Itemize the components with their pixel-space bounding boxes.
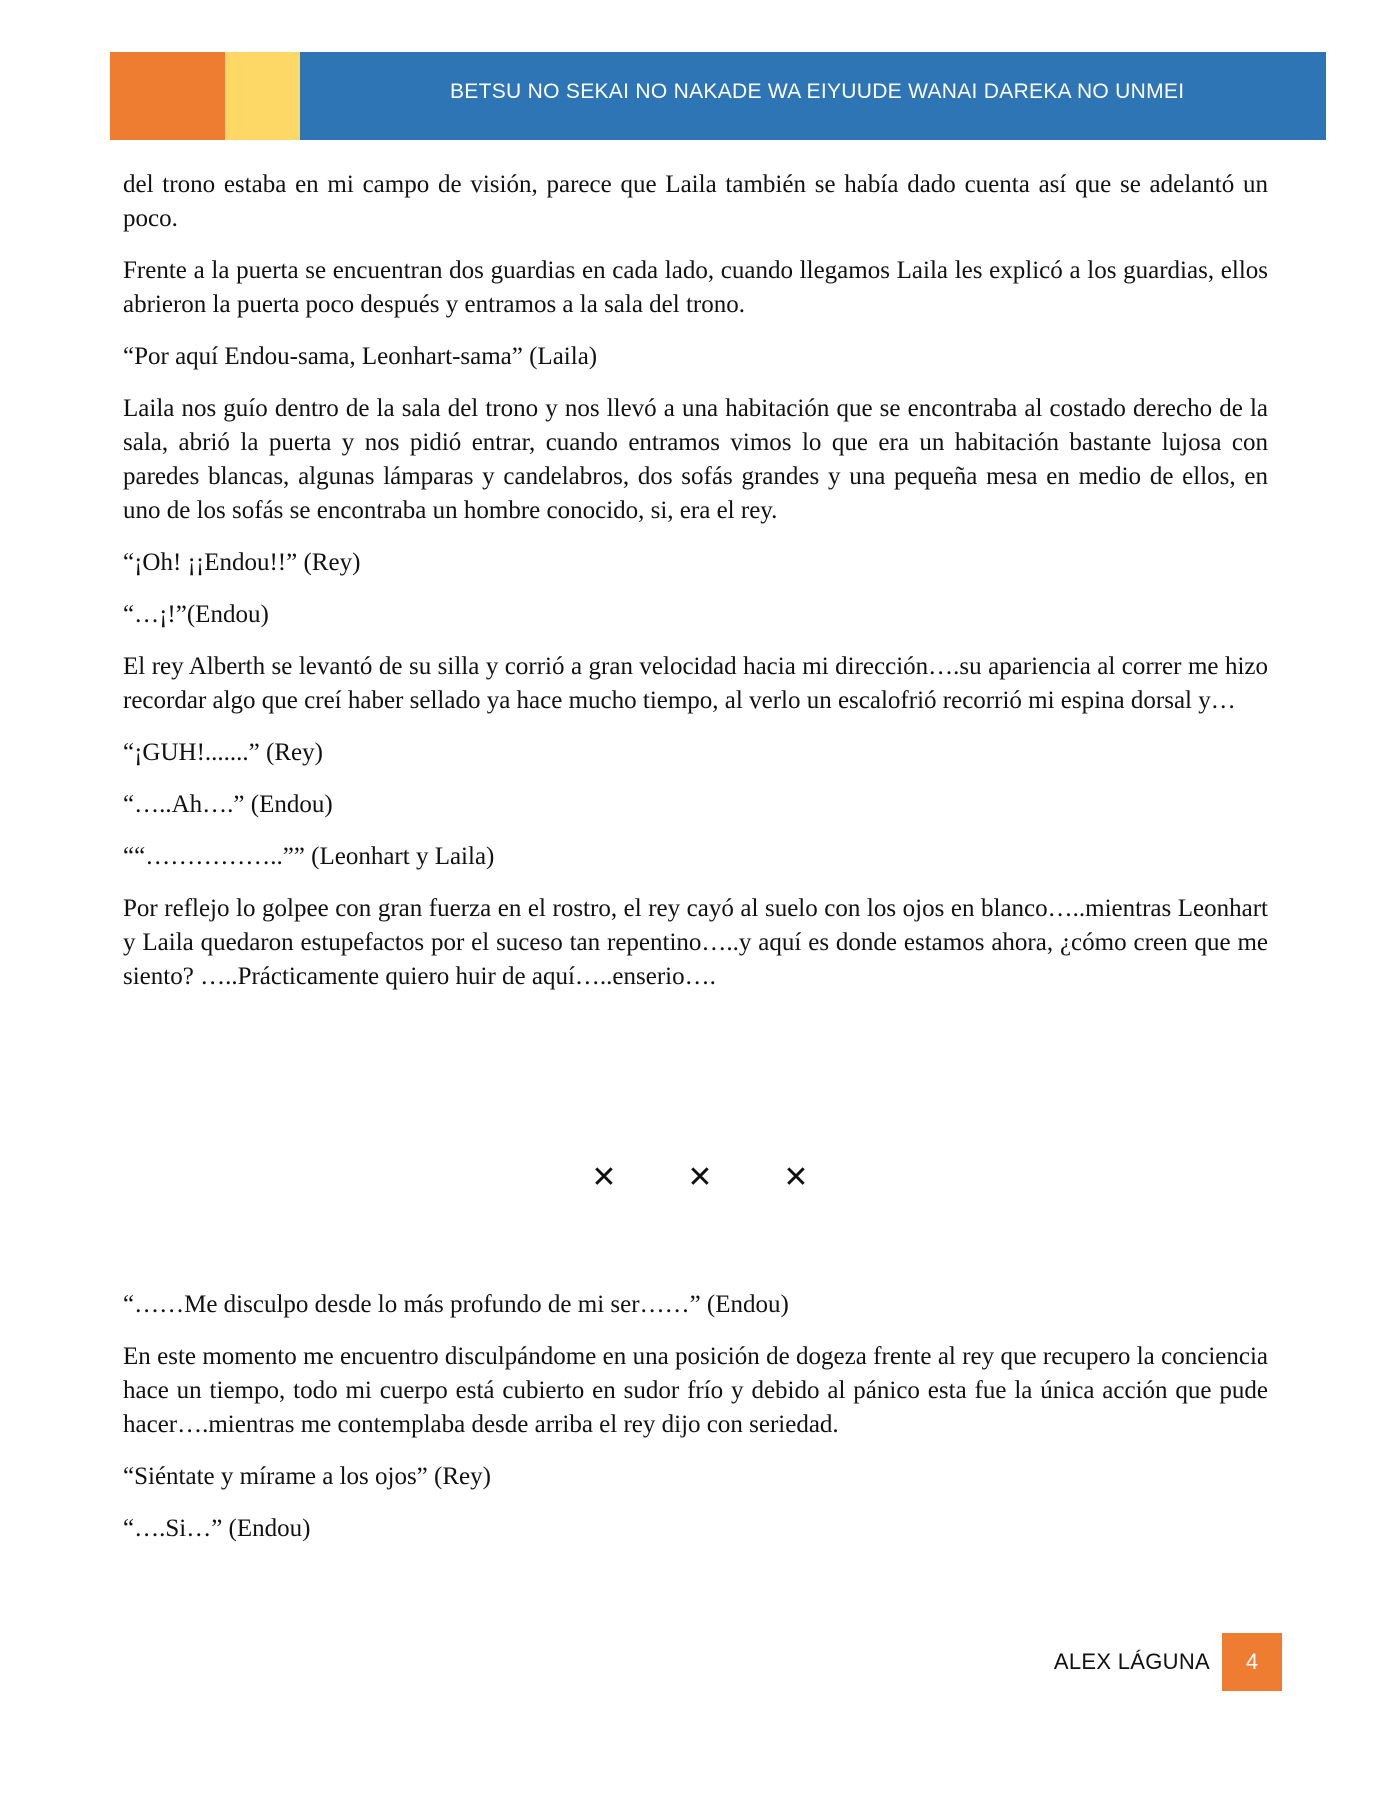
body-text-top	[123, 168, 1268, 1012]
page-number-badge	[1222, 1633, 1282, 1691]
body-text-bottom	[123, 1288, 1268, 1564]
paragraph: “…..Ah….” (Endou)	[123, 791, 333, 818]
page-footer	[1054, 1633, 1282, 1691]
header-title: BETSU NO SEKAI NO NAKADE WA EIYUUDE WANAI DAREKA NO UNMEI	[450, 80, 1185, 103]
header-title-bar	[300, 52, 1326, 140]
separator-x-icon: ✕	[591, 1160, 617, 1195]
separator-x-icon: ✕	[783, 1160, 809, 1195]
page-header	[110, 52, 1326, 140]
paragraph: “…¡!”(Endou)	[123, 601, 269, 628]
paragraph: “Por aquí Endou-sama, Leonhart-sama” (Laila)	[123, 343, 598, 370]
paragraph: El rey Alberth se levantó de su silla y corrió a gran velocidad hacia mi dirección….su apariencia al correr me hizo recordar algo que creí haber sellado ya hace mucho tiempo, al verlo un escalofrió recorrió mi espina dorsal y…	[123, 653, 1268, 714]
separator-x-icon: ✕	[687, 1160, 713, 1195]
paragraph: En este momento me encuentro disculpándome en una posición de dogeza frente al rey que recupero la conciencia hace un tiempo, todo mi cuerpo está cubierto en sudor frío y debido al pánico esta fue la única acción que pude hacer….mientras me contemplaba desde arriba el rey dijo con seriedad.	[123, 1343, 1268, 1438]
paragraph: “……Me disculpo desde lo más profundo de mi ser……” (Endou)	[123, 1291, 789, 1318]
paragraph: del trono estaba en mi campo de visión, parece que Laila también se había dado cuenta así que se adelantó un poco.	[123, 171, 1268, 232]
footer-author: ALEX LÁGUNA	[1053, 1649, 1210, 1674]
scene-separator	[0, 1160, 1400, 1195]
paragraph: “….Si…” (Endou)	[123, 1515, 311, 1542]
paragraph: “¡GUH!.......” (Rey)	[123, 739, 323, 766]
paragraph: “Siéntate y mírame a los ojos” (Rey)	[123, 1463, 491, 1490]
paragraph: “¡Oh! ¡¡Endou!!” (Rey)	[123, 549, 361, 576]
paragraph: Por reflejo lo golpee con gran fuerza en el rostro, el rey cayó al suelo con los ojos en blanco…..mientras Leonhart y Laila quedaron estupefactos por el suceso tan repentino…..y aquí es donde estamos ahora, ¿cómo creen que me siento? …..Prácticamente quiero huir de aquí…..enserio….	[123, 895, 1268, 990]
header-yellow-block	[225, 52, 300, 140]
page-number: 4	[1245, 1649, 1259, 1674]
paragraph: ““……………..”” (Leonhart y Laila)	[123, 843, 495, 870]
paragraph: Laila nos guío dentro de la sala del trono y nos llevó a una habitación que se encontraba al costado derecho de la sala, abrió la puerta y nos pidió entrar, cuando entramos vimos lo que era un habitación bastante lujosa con paredes blancas, algunas lámparas y candelabros, dos sofás grandes y una pequeña mesa en medio de ellos, en uno de los sofás se encontraba un hombre conocido, si, era el rey.	[123, 395, 1268, 524]
paragraph: Frente a la puerta se encuentran dos guardias en cada lado, cuando llegamos Laila les explicó a los guardias, ellos abrieron la puerta poco después y entramos a la sala del trono.	[123, 257, 1268, 318]
header-orange-block	[110, 52, 225, 140]
